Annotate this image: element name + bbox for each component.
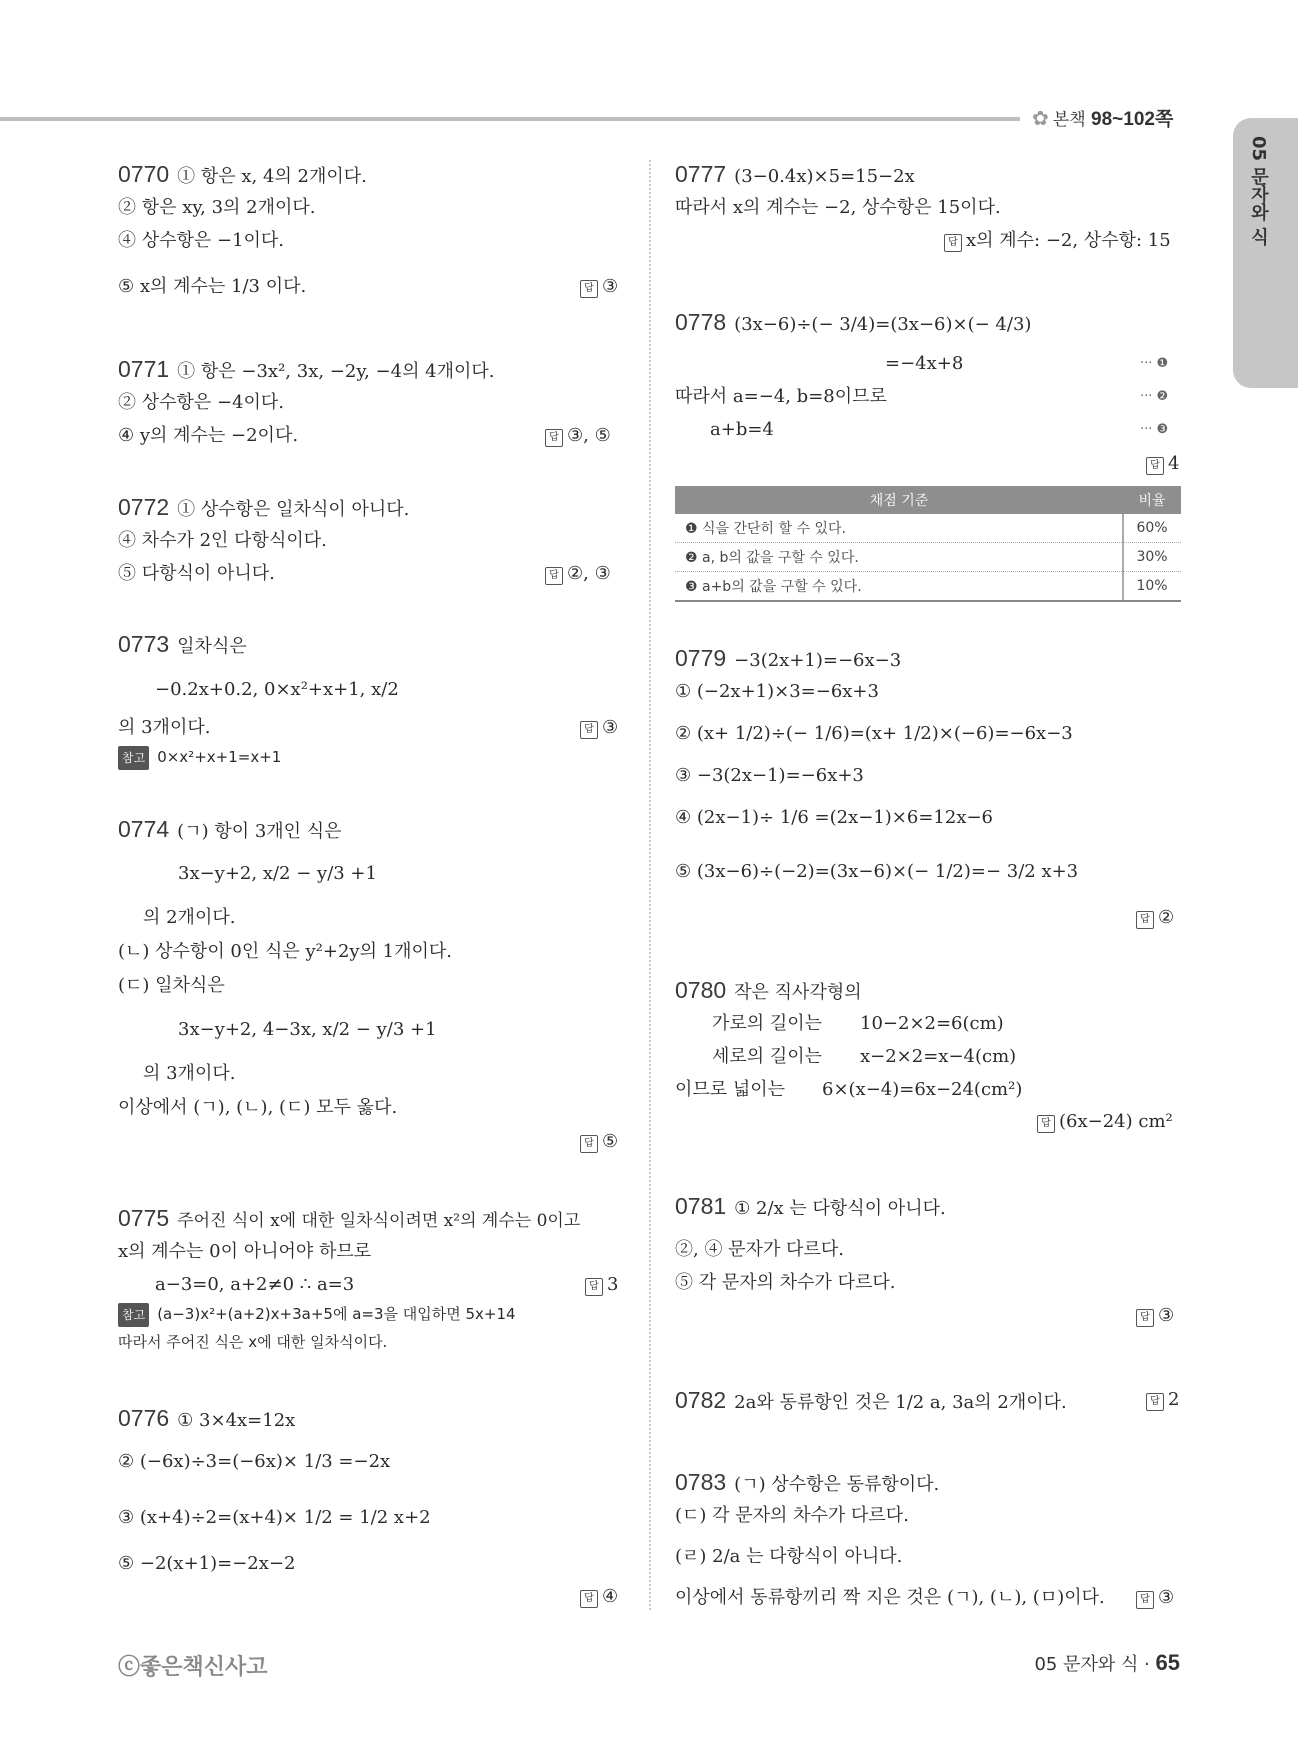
problem-0778-line1: 0778 (3x−6)÷(− 3/4)=(3x−6)×(− 4/3) <box>675 309 1032 335</box>
problem-0775-line3: a−3=0, a+2≠0 ∴ a=3 <box>155 1274 355 1295</box>
problem-0776-line4: ⑤ −2(x+1)=−2x−2 <box>118 1553 296 1574</box>
note-0773: 참고 0×x²+x+1=x+1 <box>118 745 281 770</box>
table-header-ratio: 비율 <box>1123 486 1181 514</box>
answer-mark-icon: 답 <box>580 1135 598 1153</box>
answer-0776: 답 ④ <box>580 1585 618 1609</box>
problem-0771-line1: 0771 ① 항은 −3x², 3x, −2y, −4의 4개이다. <box>118 356 495 382</box>
problem-0783-line1: 0783 (ㄱ) 상수항은 동류항이다. <box>675 1469 940 1495</box>
note-0775-line1: 참고 (a−3)x²+(a+2)x+3a+5에 a=3을 대입하면 5x+14 <box>118 1302 516 1327</box>
problem-0777-line1: 0777 (3−0.4x)×5=15−2x <box>675 161 915 187</box>
page-number: 65 <box>1155 1650 1180 1675</box>
page-footer: 05 문자와 식 · 65 <box>1034 1650 1180 1675</box>
answer-mark-icon: 답 <box>580 721 598 739</box>
problem-0779-line1: 0779 −3(2x+1)=−6x−3 <box>675 645 902 671</box>
header-rule <box>0 117 1020 121</box>
problem-0780-area-label: 이므로 넓이는 <box>675 1079 786 1100</box>
answer-mark-icon: 답 <box>1136 1591 1154 1609</box>
chapter-side-tab: 05 문자와 식 <box>1233 118 1298 388</box>
problem-0781-line3: ⑤ 각 문자의 차수가 다르다. <box>675 1272 896 1293</box>
problem-0774-line8: 이상에서 (ㄱ), (ㄴ), (ㄷ) 모두 옳다. <box>118 1097 398 1118</box>
problem-0770-line1: 0770 ① 항은 x, 4의 2개이다. <box>118 161 367 187</box>
table-header-criteria: 채점 기준 <box>675 486 1123 514</box>
step-marker-2: ··· ❷ <box>1140 389 1169 404</box>
problem-0774-line3: 의 2개이다. <box>143 907 236 928</box>
answer-0777: 답 x의 계수: −2, 상수항: 15 <box>944 229 1171 253</box>
problem-0770-line2: ② 항은 xy, 3의 2개이다. <box>118 197 316 218</box>
problem-0780-line1: 0780 작은 직사각형의 <box>675 977 862 1003</box>
problem-0780-width-label: 가로의 길이는 <box>712 1013 823 1034</box>
step-marker-1: ··· ❶ <box>1140 356 1169 371</box>
answer-mark-icon: 답 <box>1146 1393 1164 1411</box>
problem-0773-line3: 의 3개이다. <box>118 717 211 738</box>
answer-0773: 답 ③ <box>580 716 618 740</box>
problem-0774-line4: (ㄴ) 상수항이 0인 식은 y²+2y의 1개이다. <box>118 941 453 962</box>
problem-0776-line1: 0776 ① 3×4x=12x <box>118 1405 296 1431</box>
step-marker-3: ··· ❸ <box>1140 422 1169 437</box>
problem-0782-line1: 0782 2a와 동류항인 것은 1/2 a, 3a의 2개이다. <box>675 1387 1067 1413</box>
answer-0771: 답 ③, ⑤ <box>545 424 611 448</box>
problem-0778-line2: =−4x+8 <box>885 353 964 374</box>
problem-0771-line2: ② 상수항은 −4이다. <box>118 392 285 413</box>
problem-0774-line1: 0774 (ㄱ) 항이 3개인 식은 <box>118 816 342 842</box>
answer-mark-icon: 답 <box>585 1278 603 1296</box>
answer-0770: 답 ③ <box>580 275 618 299</box>
column-divider <box>649 160 651 1610</box>
problem-0774-line7: 의 3개이다. <box>143 1063 236 1084</box>
problem-0773-line2: −0.2x+0.2, 0×x²+x+1, x/2 <box>155 679 399 700</box>
answer-mark-icon: 답 <box>1136 911 1154 929</box>
answer-mark-icon: 답 <box>545 567 563 585</box>
problem-0780-width-value: 10−2×2=6(cm) <box>860 1013 1004 1034</box>
problem-0779-line5: ④ (2x−1)÷ 1/6 =(2x−1)×6=12x−6 <box>675 807 994 828</box>
problem-0783-line2: (ㄷ) 각 문자의 차수가 다르다. <box>675 1505 909 1526</box>
problem-0779-line6: ⑤ (3x−6)÷(−2)=(3x−6)×(− 1/2)=− 3/2 x+3 <box>675 861 1079 882</box>
problem-0773-line1: 0773 일차식은 <box>118 631 247 657</box>
problem-0780-height-label: 세로의 길이는 <box>712 1046 823 1067</box>
answer-0782: 답 2 <box>1146 1388 1179 1412</box>
problem-0772-line2: ④ 차수가 2인 다항식이다. <box>118 530 327 551</box>
answer-mark-icon: 답 <box>1146 457 1164 475</box>
answer-0780: 답 (6x−24) cm² <box>1037 1110 1173 1134</box>
problem-0774-line6: 3x−y+2, 4−3x, x/2 − y/3 +1 <box>178 1019 437 1040</box>
problem-0783-line3: (ㄹ) 2/a 는 다항식이 아니다. <box>675 1546 903 1567</box>
answer-mark-icon: 답 <box>580 280 598 298</box>
problem-0772-line1: 0772 ① 상수항은 일차식이 아니다. <box>118 494 410 520</box>
answer-0783: 답 ③ <box>1136 1586 1174 1610</box>
problem-0778-line4: a+b=4 <box>710 419 774 440</box>
flower-icon: ✿ <box>1032 106 1049 130</box>
problem-0779-line2: ① (−2x+1)×3=−6x+3 <box>675 681 879 702</box>
problem-0780-height-value: x−2×2=x−4(cm) <box>860 1046 1017 1067</box>
answer-mark-icon: 답 <box>580 1590 598 1608</box>
problem-0772-line3: ⑤ 다항식이 아니다. <box>118 563 275 584</box>
problem-0770-line4: ⑤ x의 계수는 1/3 이다. <box>118 276 307 297</box>
answer-mark-icon: 답 <box>545 429 563 447</box>
answer-mark-icon: 답 <box>1037 1115 1055 1133</box>
table-row: ❶ 식을 간단히 할 수 있다. 60% <box>675 514 1181 543</box>
answer-0775: 답 3 <box>585 1273 618 1297</box>
problem-0775-line2: x의 계수는 0이 아니어야 하므로 <box>118 1241 372 1262</box>
problem-0781-line1: 0781 ① 2/x 는 다항식이 아니다. <box>675 1193 946 1219</box>
problem-0777-line2: 따라서 x의 계수는 −2, 상수항은 15이다. <box>675 197 1001 218</box>
table-row: ❷ a, b의 값을 구할 수 있다. 30% <box>675 543 1181 572</box>
problem-0770-line3: ④ 상수항은 −1이다. <box>118 230 285 251</box>
answer-0779: 답 ② <box>1136 906 1174 930</box>
answer-0772: 답 ②, ③ <box>545 562 611 586</box>
answer-0774: 답 ⑤ <box>580 1130 618 1154</box>
answer-0781: 답 ③ <box>1136 1304 1174 1328</box>
problem-0779-line4: ③ −3(2x−1)=−6x+3 <box>675 765 864 786</box>
answer-mark-icon: 답 <box>944 234 962 252</box>
problem-0781-line2: ②, ④ 문자가 다르다. <box>675 1239 844 1260</box>
answer-mark-icon: 답 <box>1136 1309 1154 1327</box>
problem-0776-line3: ③ (x+4)÷2=(x+4)× 1/2 = 1/2 x+2 <box>118 1507 431 1528</box>
problem-0783-line4: 이상에서 동류항끼리 짝 지은 것은 (ㄱ), (ㄴ), (ㅁ)이다. <box>675 1587 1105 1608</box>
problem-0775-line1: 0775 주어진 식이 x에 대한 일차식이려면 x²의 계수는 0이고 <box>118 1205 581 1231</box>
problem-0774-line2: 3x−y+2, x/2 − y/3 +1 <box>178 863 377 884</box>
grading-criteria-table <box>675 486 1181 602</box>
answer-0778: 답 4 <box>1146 452 1179 476</box>
problem-0779-line3: ② (x+ 1/2)÷(− 1/6)=(x+ 1/2)×(−6)=−6x−3 <box>675 723 1073 744</box>
publisher-logo: ⓒ좋은책신사고 <box>118 1655 268 1680</box>
problem-0780-area-value: 6×(x−4)=6x−24(cm²) <box>822 1079 1023 1100</box>
problem-0774-line5: (ㄷ) 일차식은 <box>118 975 225 996</box>
problem-0776-line2: ② (−6x)÷3=(−6x)× 1/3 =−2x <box>118 1451 391 1472</box>
note-0775-line2: 따라서 주어진 식은 x에 대한 일차식이다. <box>118 1333 388 1351</box>
table-row: ❸ a+b의 값을 구할 수 있다. 10% <box>675 572 1181 602</box>
problem-0771-line3: ④ y의 계수는 −2이다. <box>118 425 299 446</box>
problem-0778-line3: 따라서 a=−4, b=8이므로 <box>675 386 887 407</box>
book-reference: ✿ 본책 98~102쪽 <box>1032 106 1174 130</box>
